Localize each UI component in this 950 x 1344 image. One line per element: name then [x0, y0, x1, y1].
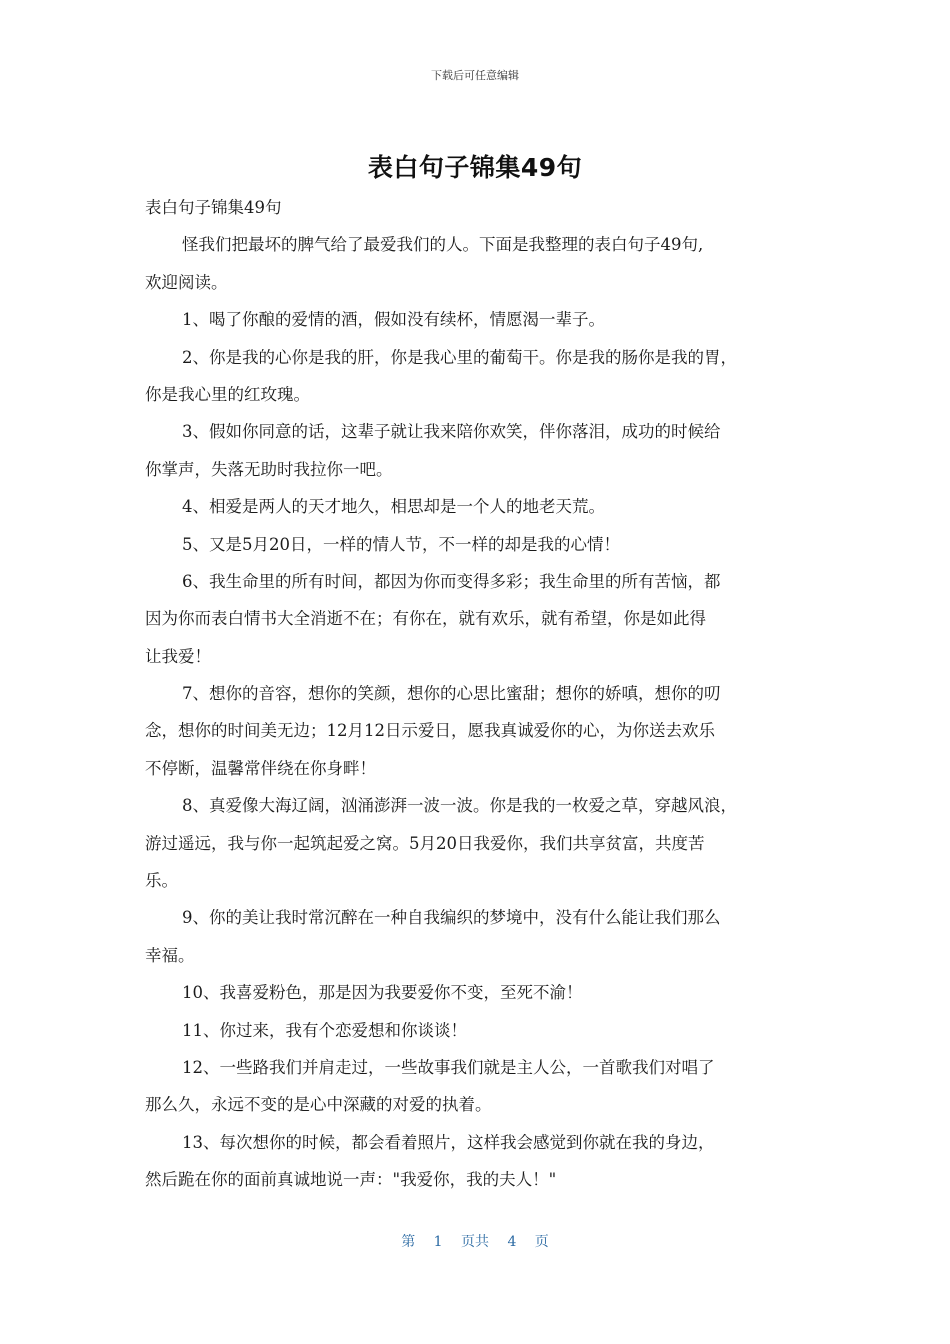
- text-line: 表白句子锦集49句: [145, 198, 282, 217]
- document-title: 表白句子锦集49句: [367, 153, 583, 182]
- text-line: 不停断，温馨常伴绕在你身畔！: [145, 758, 376, 778]
- text-line: 你掌声，失落无助时我拉你一吧。: [145, 459, 393, 479]
- text-line: 4、相爱是两人的天才地久，相思却是一个人的地老天荒。: [182, 497, 605, 517]
- text-line: 然后跪在你的面前真诚地说一声："我爱你，我的夫人！": [145, 1170, 557, 1190]
- text-line: 12、一些路我们并肩走过，一些故事我们就是主人公，一首歌我们对唱了: [182, 1057, 715, 1077]
- text-line: 游过遥远，我与你一起筑起爱之窝。5月20日我爱你，我们共享贫富，共度苦: [145, 833, 705, 853]
- text-line: 6、我生命里的所有时间，都因为你而变得多彩；我生命里的所有苦恼，都: [182, 571, 721, 591]
- text-line: 10、我喜爱粉色，那是因为我要爱你不变，至死不渝！: [182, 983, 583, 1003]
- text-line: 乐。: [145, 871, 178, 891]
- text-line: 7、想你的音容，想你的笑颜，想你的心思比蜜甜；想你的娇嗔，想你的叨: [182, 684, 721, 704]
- page-number: 第 1 页共 4 页: [401, 1234, 549, 1250]
- header-note: 下载后可任意编辑: [431, 69, 519, 82]
- text-line: 9、你的美让我时常沉醉在一种自我编织的梦境中，没有什么能让我们那么: [182, 908, 721, 928]
- text-line: 2、你是我的心你是我的肝，你是我心里的葡萄干。你是我的肠你是我的胃，: [182, 347, 737, 367]
- text-line: 那么久，永远不变的是心中深藏的对爱的执着。: [145, 1095, 492, 1115]
- text-line: 幸福。: [145, 945, 195, 965]
- text-line: 你是我心里的红玫瑰。: [145, 384, 310, 404]
- text-line: 念，想你的时间美无边；12月12日示爱日，愿我真诚爱你的心，为你送去欢乐: [145, 721, 715, 741]
- text-line: 11、你过来，我有个恋爱想和你谈谈！: [182, 1020, 467, 1040]
- text-line: 3、假如你同意的话，这辈子就让我来陪你欢笑，伴你落泪，成功的时候给: [182, 422, 721, 442]
- text-line: 1、喝了你酿的爱情的酒，假如没有续杯，情愿渴一辈子。: [182, 310, 605, 330]
- text-line: 欢迎阅读。: [145, 272, 228, 292]
- text-line: 13、每次想你的时候，都会看着照片，这样我会感觉到你就在我的身边，: [182, 1132, 715, 1152]
- text-line: 8、真爱像大海辽阔，汹涌澎湃一波一波。你是我的一枚爱之草，穿越风浪，: [182, 796, 737, 816]
- text-line: 怪我们把最坏的脾气给了最爱我们的人。下面是我整理的表白句子49句,: [182, 235, 704, 255]
- text-line: 因为你而表白情书大全消逝不在；有你在，就有欢乐，就有希望，你是如此得: [145, 609, 706, 629]
- document-body: [145, 195, 825, 1205]
- text-line: 5、又是5月20日，一样的情人节，不一样的却是我的心情！: [182, 534, 620, 554]
- text-line: 让我爱！: [145, 646, 211, 666]
